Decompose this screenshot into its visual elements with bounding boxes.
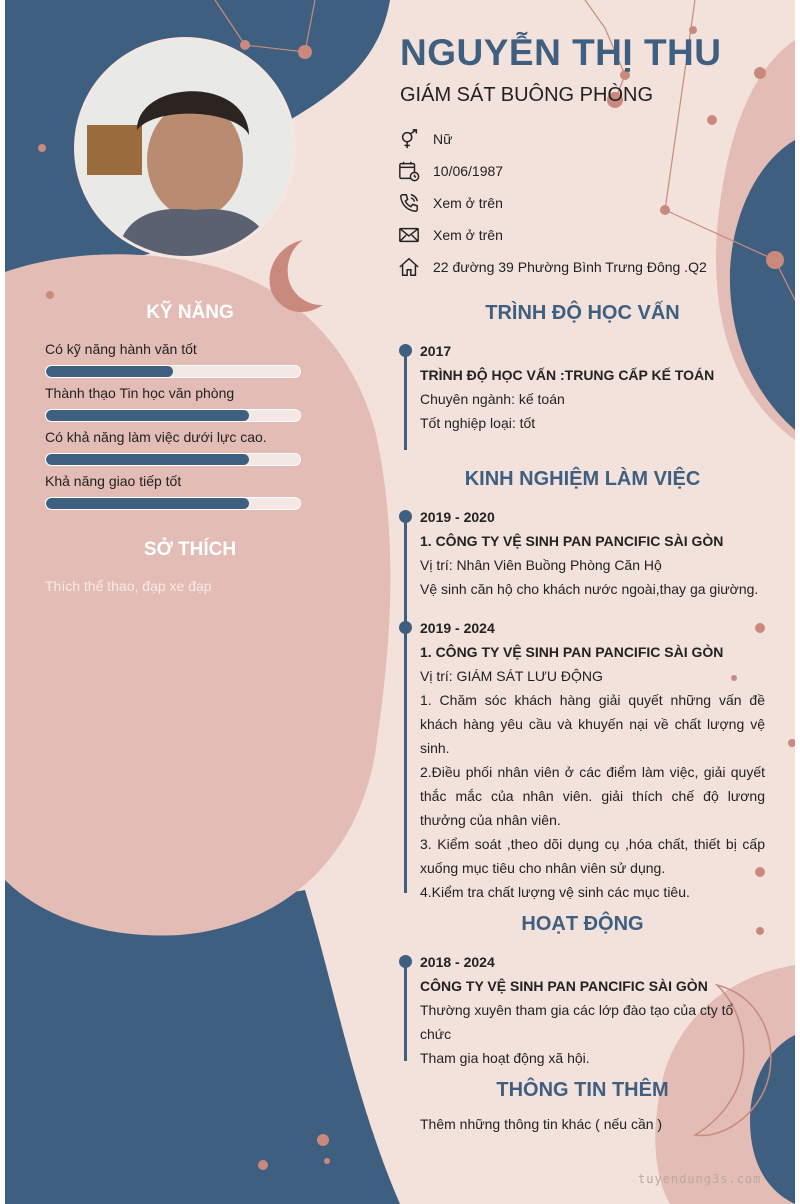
skill-bar	[45, 365, 301, 378]
activities-heading: HOẠT ĐỘNG	[521, 913, 644, 935]
skill-item	[45, 385, 305, 422]
activity-line: Thường xuyên tham gia các lớp đào tạo của cty tổ chức	[420, 1002, 734, 1042]
phone-value: Xem ở trên	[433, 195, 503, 211]
skill-bar-fill	[46, 454, 249, 465]
job-company: 1. CÔNG TY VỆ SINH PAN PANCIFIC SÀI GÒN	[420, 533, 724, 549]
activity-line: Tham gia hoạt động xã hội.	[420, 1050, 590, 1066]
activity-period: 2018 - 2024	[420, 954, 495, 970]
timeline-line	[404, 512, 407, 893]
education-major: Chuyên ngành: kế toán	[420, 391, 565, 407]
education-degree: TRÌNH ĐỘ HỌC VẤN :TRUNG CẤP KẾ TOÁN	[420, 367, 715, 383]
education-grade: Tốt nghiệp loại: tốt	[420, 415, 536, 431]
address-value: 22 đường 39 Phường Bình Trưng Đông .Q2	[433, 259, 707, 275]
phone-icon	[398, 192, 420, 214]
email-value: Xem ở trên	[433, 227, 503, 243]
more-info-text: Thêm những thông tin khác ( nếu cần )	[420, 1116, 663, 1132]
job-entry	[420, 616, 765, 904]
candidate-name: NGUYỄN THỊ THU	[400, 32, 722, 73]
skill-bar	[45, 497, 301, 510]
education-year: 2017	[420, 343, 452, 359]
timeline-dot	[399, 955, 412, 968]
skill-label: Thành thạo Tin học văn phòng	[45, 385, 235, 401]
phone-row	[398, 191, 503, 215]
skill-bar	[45, 409, 301, 422]
experience-heading: KINH NGHIỆM LÀM VIỆC	[464, 468, 701, 490]
hobbies-heading: SỞ THÍCH	[143, 539, 237, 560]
timeline-line	[404, 345, 407, 450]
hobbies-text: Thích thể thao, đạp xe đạp	[45, 578, 212, 594]
education-entry	[420, 339, 765, 435]
calendar-icon	[398, 160, 420, 182]
job-duty: 4.Kiểm tra chất lượng vệ sinh các mục tiêu.	[420, 884, 690, 900]
candidate-position: GIÁM SÁT BUÔNG PHÒNG	[400, 84, 653, 106]
job-description: Vệ sinh căn hộ cho khách nước ngoài,thay ga giường.	[420, 581, 759, 597]
job-period: 2019 - 2020	[420, 509, 495, 525]
skills-heading: KỸ NĂNG	[146, 302, 234, 323]
skill-item	[45, 473, 305, 510]
more-info-heading: THÔNG TIN THÊM	[496, 1079, 669, 1101]
job-duty: 2.Điều phối nhân viên ở các điểm làm việc, giải quyết thắc mắc của nhân viên. giải thích chế độ lương thưởng của nhân viên.	[420, 764, 765, 828]
dob-value: 10/06/1987	[433, 163, 504, 179]
job-duty: 3. Kiểm soát ,theo dõi dụng cụ ,hóa chất, thiết bị cấp xuống mục tiêu cho nhân viên sử dụng.	[420, 836, 765, 876]
job-role: Vị trí: GIÁM SÁT LƯU ĐỘNG	[420, 668, 603, 684]
dob-row	[398, 159, 503, 183]
timeline-dot	[399, 621, 412, 634]
skill-label: Có khả năng làm việc dưới lực cao.	[45, 429, 267, 445]
cv-page	[5, 0, 795, 1204]
education-heading: TRÌNH ĐỘ HỌC VẤN	[485, 302, 680, 324]
job-period: 2019 - 2024	[420, 620, 495, 636]
job-entry	[420, 505, 765, 601]
skill-bar	[45, 453, 301, 466]
timeline-line	[404, 956, 407, 1061]
skill-item	[45, 429, 305, 466]
skill-bar-fill	[46, 498, 249, 509]
profile-photo	[74, 37, 296, 259]
mail-icon	[398, 224, 420, 246]
gender-icon	[398, 128, 420, 150]
job-role: Vị trí: Nhân Viên Buồng Phòng Căn Hộ	[420, 557, 662, 573]
activity-org: CÔNG TY VỆ SINH PAN PANCIFIC SÀI GÒN	[420, 978, 708, 994]
skill-label: Có kỹ năng hành văn tốt	[45, 341, 197, 357]
address-row	[398, 255, 707, 279]
activity-entry	[420, 950, 765, 1070]
home-icon	[398, 256, 420, 278]
skill-bar-fill	[46, 366, 173, 377]
skill-bar-fill	[46, 410, 249, 421]
skill-item	[45, 341, 305, 378]
skill-label: Khả năng giao tiếp tốt	[45, 473, 182, 489]
gender-row	[398, 127, 452, 151]
job-duty: 1. Chăm sóc khách hàng giải quyết những vấn đề khách hàng yêu cầu và khuyến nại về chất lượng vệ sinh.	[420, 692, 765, 756]
timeline-dot	[399, 344, 412, 357]
timeline-dot	[399, 510, 412, 523]
gender-value: Nữ	[433, 131, 453, 147]
watermark: tuyendung3s.com	[638, 1172, 762, 1186]
email-row	[398, 223, 503, 247]
job-company: 1. CÔNG TY VỆ SINH PAN PANCIFIC SÀI GÒN	[420, 644, 724, 660]
